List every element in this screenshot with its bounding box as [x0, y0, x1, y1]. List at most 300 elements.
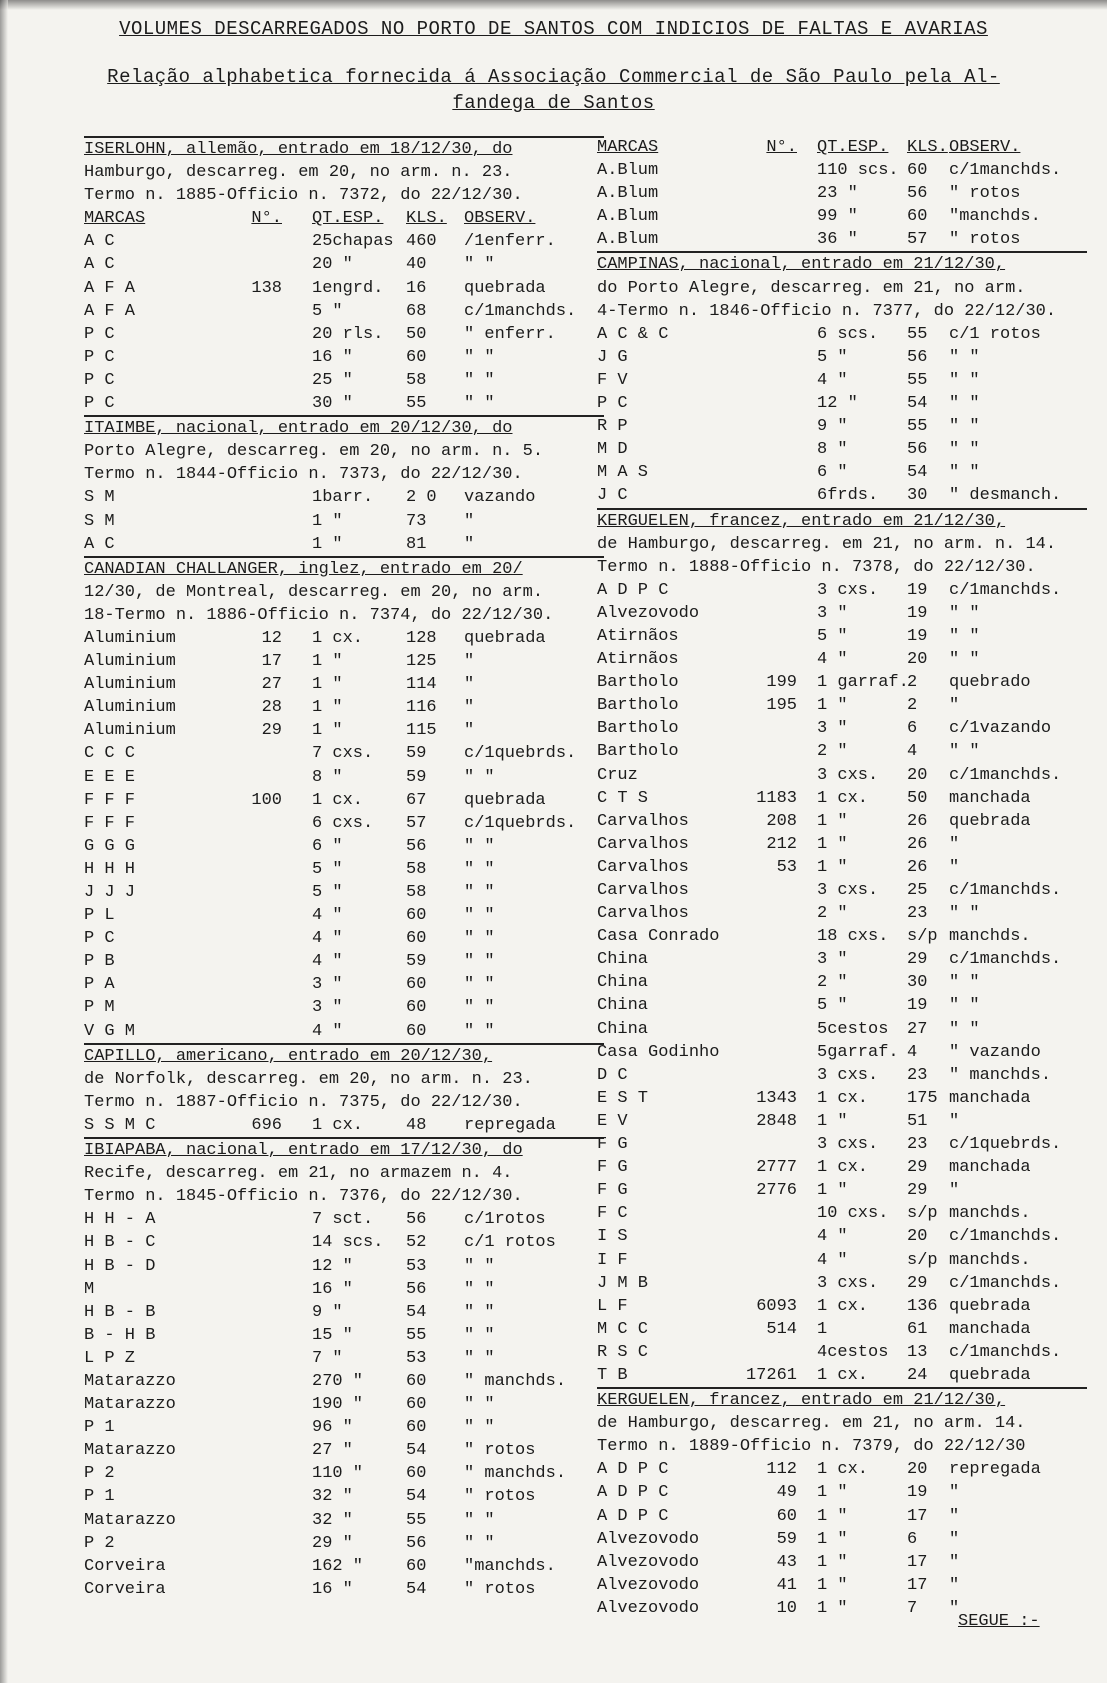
- cell-observation: " ": [949, 347, 980, 367]
- cargo-row: [84, 533, 604, 556]
- cargo-row: [84, 858, 604, 881]
- cell-weight: 55: [406, 1510, 427, 1530]
- scan-edge: [0, 0, 8, 1683]
- cell-marca: F F F: [84, 790, 136, 810]
- cargo-row: [84, 789, 604, 812]
- cell-quantity: 1 cx.: [817, 1158, 869, 1178]
- cell-marca: Carvalhos: [597, 811, 689, 831]
- cell-weight: 48: [406, 1115, 427, 1135]
- cell-marca: B - H B: [84, 1325, 156, 1345]
- cell-observation: ": [464, 698, 475, 718]
- cell-weight: s/p: [907, 927, 938, 947]
- cell-weight: 60: [406, 929, 427, 949]
- cell-marca: I S: [597, 1227, 628, 1247]
- cell-quantity: 5 ": [312, 859, 343, 879]
- cargo-row: [597, 1505, 1087, 1528]
- cargo-row: [597, 1156, 1087, 1179]
- cell-marca: M A S: [597, 463, 649, 483]
- ship-details: Termo n. 1887-Officio n. 7375, do 22/12/30.: [84, 1092, 523, 1112]
- cargo-row: [84, 1416, 604, 1439]
- cell-marca: M: [84, 1279, 95, 1299]
- cell-observation: " vazando: [949, 1042, 1041, 1062]
- cargo-row: [597, 461, 1087, 484]
- cell-observation: manchds.: [949, 1204, 1031, 1224]
- cell-quantity: 4 ": [312, 906, 343, 926]
- cell-weight: 2: [907, 696, 918, 716]
- cell-observation: c/1manchds.: [949, 765, 1062, 785]
- document-subtitle: Relação alphabetica fornecida á Associação Commercial de São Paulo pela Al-: [107, 66, 1000, 88]
- cargo-row: [84, 1393, 604, 1416]
- cell-quantity: 29 ": [312, 1533, 353, 1553]
- cargo-row: [84, 486, 604, 509]
- cell-quantity: 4 ": [312, 952, 343, 972]
- cell-quantity: 4 ": [817, 650, 848, 670]
- cell-quantity: 3 cxs.: [817, 765, 879, 785]
- cell-quantity: 6frds.: [817, 486, 879, 506]
- column-observ: OBSERV.: [464, 209, 536, 229]
- cell-weight: 56: [406, 1279, 427, 1299]
- cell-marca: J G: [597, 347, 628, 367]
- cell-weight: 54: [406, 1487, 427, 1507]
- ship-details: Termo n. 1888-Officio n. 7378, do 22/12/30.: [597, 557, 1036, 577]
- cell-numero: 43: [776, 1552, 797, 1572]
- cell-quantity: 3 cxs.: [817, 1135, 879, 1155]
- cargo-row: [84, 812, 604, 835]
- cell-marca: China: [597, 973, 649, 993]
- cell-observation: quebrada: [949, 1296, 1031, 1316]
- cell-marca: Carvalhos: [597, 834, 689, 854]
- cell-marca: H H H: [84, 859, 136, 879]
- column-kls: KLS.: [406, 209, 447, 229]
- cargo-row: [84, 1231, 604, 1254]
- cell-quantity: 3 ": [817, 719, 848, 739]
- cell-quantity: 7 cxs.: [312, 744, 374, 764]
- cell-weight: 60: [406, 906, 427, 926]
- cell-observation: " rotos: [464, 1487, 536, 1507]
- cell-marca: P A: [84, 975, 115, 995]
- cell-observation: quebrado: [949, 673, 1031, 693]
- cell-quantity: 3 cxs.: [817, 580, 879, 600]
- cell-weight: 4: [907, 1042, 918, 1062]
- cell-weight: 60: [406, 998, 427, 1018]
- cell-marca: Matarazzo: [84, 1441, 176, 1461]
- cargo-row: [597, 369, 1087, 392]
- cell-weight: 60: [406, 1395, 427, 1415]
- cell-weight: 60: [406, 1556, 427, 1576]
- cell-marca: R P: [597, 417, 628, 437]
- cell-quantity: 3 ": [312, 975, 343, 995]
- cell-quantity: 190 ": [312, 1395, 364, 1415]
- cell-marca: S M: [84, 488, 115, 508]
- cell-marca: Alvezovodo: [597, 1575, 700, 1595]
- cargo-row: [84, 1301, 604, 1324]
- cell-numero: 28: [261, 698, 282, 718]
- ship-details: Porto Alegre, descarreg. em 20, no arm. n. 5.: [84, 442, 544, 462]
- cell-observation: " ": [464, 836, 495, 856]
- cell-marca: Cruz: [597, 765, 638, 785]
- cell-weight: 16: [406, 278, 427, 298]
- cargo-row: [597, 1133, 1087, 1156]
- cell-observation: " ": [464, 1395, 495, 1415]
- cell-weight: 20: [907, 1227, 928, 1247]
- ship-details: Termo n. 1845-Officio n. 7376, do 22/12/30.: [84, 1187, 523, 1207]
- cell-marca: J M B: [597, 1273, 649, 1293]
- cell-weight: 23: [907, 904, 928, 924]
- cargo-row: [84, 650, 604, 673]
- cell-marca: China: [597, 950, 649, 970]
- cell-marca: S S M C: [84, 1115, 156, 1135]
- cell-weight: 29: [907, 950, 928, 970]
- cell-marca: A D P C: [597, 1460, 669, 1480]
- cell-observation: " ": [464, 1279, 495, 1299]
- cell-weight: 128: [406, 628, 437, 648]
- cell-marca: Casa Conrado: [597, 927, 720, 947]
- column-numero: N°.: [251, 209, 282, 229]
- cell-observation: ": [464, 675, 475, 695]
- cargo-row: [84, 277, 604, 300]
- cell-marca: P 1: [84, 1487, 115, 1507]
- ship-details: do Porto Alegre, descarreg. em 21, no arm.: [597, 278, 1026, 298]
- cell-observation: " manchds.: [949, 1065, 1052, 1085]
- cell-weight: 17: [907, 1552, 928, 1572]
- cell-marca: Carvalhos: [597, 881, 689, 900]
- cell-weight: 20: [907, 765, 928, 785]
- cell-weight: 54: [406, 1441, 427, 1461]
- cell-marca: P C: [597, 394, 628, 414]
- cell-quantity: 32 ": [312, 1510, 353, 1530]
- cargo-row: [597, 159, 1087, 182]
- cell-marca: L F: [597, 1296, 628, 1316]
- cell-weight: 6: [907, 719, 918, 739]
- cargo-row: [84, 835, 604, 858]
- cell-observation: " ": [464, 1021, 495, 1041]
- cell-quantity: 1 ": [817, 1529, 848, 1549]
- cargo-row: [84, 1255, 604, 1278]
- cell-marca: A F A: [84, 278, 136, 298]
- cargo-row: [597, 1574, 1087, 1597]
- cargo-row: [84, 1509, 604, 1532]
- cell-marca: P C: [84, 394, 115, 414]
- cell-quantity: 270 ": [312, 1371, 364, 1391]
- cargo-row: [597, 1341, 1087, 1364]
- cell-observation: " ": [949, 996, 980, 1016]
- cell-weight: 4: [907, 742, 918, 762]
- cell-weight: 27: [907, 1019, 928, 1039]
- cargo-row: [597, 1041, 1087, 1064]
- cell-observation: vazando: [464, 488, 536, 508]
- cell-weight: 13: [907, 1342, 928, 1362]
- cell-observation: " ": [949, 626, 980, 646]
- cell-quantity: 5 ": [817, 996, 848, 1016]
- cell-marca: F F F: [84, 813, 136, 833]
- cell-marca: A C & C: [597, 324, 669, 344]
- cargo-row: [597, 1249, 1087, 1272]
- cell-quantity: 4 ": [817, 370, 848, 390]
- cell-observation: " ": [464, 1533, 495, 1553]
- ship-name: CANADIAN CHALLANGER, inglez, entrado em 20/: [84, 556, 604, 581]
- cell-observation: ": [949, 1529, 960, 1549]
- cell-marca: C C C: [84, 744, 136, 764]
- cargo-row: [84, 950, 604, 973]
- cell-observation: quebrada: [464, 628, 546, 648]
- cargo-row: [84, 1020, 604, 1043]
- cell-marca: P C: [84, 324, 115, 344]
- cell-quantity: 1 ": [817, 1181, 848, 1201]
- cell-weight: 55: [406, 1325, 427, 1345]
- cell-observation: c/1manchds.: [949, 580, 1062, 600]
- cell-quantity: 1 cx.: [817, 788, 869, 808]
- cell-weight: 58: [406, 883, 427, 902]
- cell-quantity: 96 ": [312, 1418, 353, 1438]
- cell-observation: " ": [464, 929, 495, 949]
- cell-quantity: 3 ": [312, 998, 343, 1018]
- cell-numero: 60: [776, 1506, 797, 1526]
- cell-quantity: 6 ": [312, 836, 343, 856]
- cell-numero: 138: [251, 278, 282, 298]
- right-column: [597, 136, 1087, 1620]
- cell-weight: 68: [406, 301, 427, 321]
- cell-weight: 19: [907, 580, 928, 600]
- cell-weight: s/p: [907, 1250, 938, 1270]
- cell-observation: " ": [464, 998, 495, 1018]
- cell-quantity: 1: [817, 1319, 828, 1339]
- cell-weight: 50: [406, 324, 427, 344]
- cargo-row: [84, 323, 604, 346]
- cell-observation: " desmanch.: [949, 486, 1062, 506]
- cell-quantity: 20 rls.: [312, 324, 384, 344]
- cell-observation: c/1 rotos: [464, 1233, 556, 1253]
- cell-weight: 115: [406, 721, 437, 741]
- cell-observation: c/1manchds.: [949, 161, 1062, 181]
- cell-marca: A.Blum: [597, 184, 659, 204]
- cell-quantity: 1 ": [817, 1575, 848, 1595]
- cell-observation: " ": [464, 767, 495, 787]
- cell-observation: quebrada: [464, 790, 546, 810]
- left-column: [84, 136, 604, 1601]
- cell-marca: J C: [597, 486, 628, 506]
- cell-marca: Casa Godinho: [597, 1042, 720, 1062]
- cell-quantity: 8 ": [817, 440, 848, 460]
- cell-quantity: 5 ": [312, 301, 343, 321]
- cell-quantity: 3 cxs.: [817, 1065, 879, 1085]
- cargo-row: [84, 766, 604, 789]
- cell-marca: Matarazzo: [84, 1510, 176, 1530]
- cell-weight: 7: [907, 1598, 918, 1618]
- cell-quantity: 25 ": [312, 370, 353, 390]
- ship-details: 4-Termo n. 1846-Officio n. 7377, do 22/12/30.: [597, 301, 1057, 321]
- cell-weight: 26: [907, 811, 928, 831]
- cell-marca: D C: [597, 1065, 628, 1085]
- cell-quantity: 4 ": [817, 1250, 848, 1270]
- cell-numero: 27: [261, 675, 282, 695]
- ship-name: KERGUELEN, francez, entrado em 21/12/30,: [597, 1387, 1087, 1412]
- cargo-row: [597, 787, 1087, 810]
- cargo-row: [597, 994, 1087, 1017]
- cell-weight: 81: [406, 534, 427, 554]
- cargo-row: [84, 881, 604, 904]
- ship-details: Hamburgo, descarreg. em 20, no arm. n. 23.: [84, 163, 513, 183]
- cell-quantity: 1 cx.: [312, 790, 364, 810]
- cargo-row: [597, 971, 1087, 994]
- cell-weight: 125: [406, 652, 437, 672]
- cell-weight: 20: [907, 650, 928, 670]
- cell-weight: 57: [406, 813, 427, 833]
- cell-numero: 100: [251, 790, 282, 810]
- cell-weight: 58: [406, 370, 427, 390]
- cargo-row: [597, 346, 1087, 369]
- cell-observation: c/1manchds.: [464, 301, 577, 321]
- cell-marca: M D: [597, 440, 628, 460]
- cell-observation: c/1manchds.: [949, 881, 1062, 900]
- column-marcas: MARCAS: [84, 209, 146, 229]
- cell-observation: " ": [464, 347, 495, 367]
- cargo-row: [597, 625, 1087, 648]
- cell-observation: " ": [464, 975, 495, 995]
- ship-details: Termo n. 1889-Officio n. 7379, do 22/12/30: [597, 1437, 1026, 1457]
- column-observ: OBSERV.: [949, 138, 1021, 157]
- cell-observation: " ": [464, 370, 495, 390]
- cell-observation: quebrada: [949, 811, 1031, 831]
- cell-observation: " ": [464, 394, 495, 414]
- cell-quantity: 5 ": [817, 347, 848, 367]
- cargo-row: [84, 1370, 604, 1393]
- cell-marca: F V: [597, 370, 628, 390]
- cell-observation: quebrada: [464, 278, 546, 298]
- cargo-row: [597, 925, 1087, 948]
- cell-quantity: 30 ": [312, 394, 353, 414]
- cell-weight: 26: [907, 834, 928, 854]
- cell-quantity: 1 cx.: [817, 1088, 869, 1108]
- ship-name: ITAIMBE, nacional, entrado em 20/12/30, do: [84, 415, 604, 440]
- cell-weight: 19: [907, 1483, 928, 1503]
- cell-observation: c/1manchds.: [949, 1273, 1062, 1293]
- cell-marca: P C: [84, 929, 115, 949]
- cell-marca: Matarazzo: [84, 1371, 176, 1391]
- cell-observation: ": [949, 1598, 960, 1618]
- cargo-row: [84, 1578, 604, 1601]
- ship-details: Termo n. 1885-Officio n. 7372, do 22/12/30.: [84, 186, 523, 206]
- cargo-row: [597, 764, 1087, 787]
- cell-quantity: 1 ": [817, 834, 848, 854]
- cell-observation: quebrada: [949, 1365, 1031, 1385]
- cargo-row: [597, 1225, 1087, 1248]
- cell-observation: ": [949, 1575, 960, 1595]
- cell-quantity: 25chapas: [312, 232, 394, 252]
- cell-weight: 23: [907, 1135, 928, 1155]
- cell-observation: " ": [949, 394, 980, 414]
- cell-observation: c/1quebrds.: [464, 813, 577, 833]
- cell-weight: 114: [406, 675, 437, 695]
- cell-weight: 30: [907, 973, 928, 993]
- cell-marca: P C: [84, 347, 115, 367]
- cell-marca: China: [597, 996, 649, 1016]
- cargo-row: [597, 1272, 1087, 1295]
- cell-marca: R S C: [597, 1342, 649, 1362]
- cell-marca: Alvezovodo: [597, 603, 700, 623]
- cargo-row: [84, 253, 604, 276]
- cell-marca: A C: [84, 534, 115, 554]
- cell-weight: 17: [907, 1575, 928, 1595]
- cell-observation: " ": [464, 952, 495, 972]
- cell-quantity: 1 cx.: [817, 1460, 869, 1480]
- cell-quantity: 4 ": [312, 1021, 343, 1041]
- continuation-note: SEGUE :-: [958, 1612, 1040, 1631]
- cell-quantity: 1 ": [312, 534, 343, 554]
- cell-observation: c/1quebrds.: [464, 744, 577, 764]
- cargo-row: [597, 484, 1087, 507]
- cell-marca: T B: [597, 1365, 628, 1385]
- cargo-row: [84, 1114, 604, 1137]
- cell-weight: 17: [907, 1506, 928, 1526]
- cargo-row: [597, 438, 1087, 461]
- cell-marca: V G M: [84, 1021, 136, 1041]
- cargo-row: [84, 1555, 604, 1578]
- ship-name: CAPILLO, americano, entrado em 20/12/30,: [84, 1043, 604, 1068]
- cell-weight: 24: [907, 1365, 928, 1385]
- cargo-row: [84, 392, 604, 415]
- cell-numero: 17: [261, 652, 282, 672]
- cargo-row: [84, 1208, 604, 1231]
- cargo-row: [597, 1179, 1087, 1202]
- cell-observation: manchada: [949, 1088, 1031, 1108]
- cargo-row: [597, 415, 1087, 438]
- cell-observation: "manchds.: [464, 1556, 556, 1576]
- cell-quantity: 12 ": [817, 394, 858, 414]
- cell-marca: F C: [597, 1204, 628, 1224]
- ship-details: Termo n. 1844-Officio n. 7373, do 22/12/30.: [84, 465, 523, 485]
- cell-weight: 60: [406, 1464, 427, 1484]
- cell-marca: Bartholo: [597, 719, 679, 739]
- cell-weight: 2 0: [406, 488, 437, 508]
- cell-marca: A D P C: [597, 1483, 669, 1503]
- cargo-row: [84, 510, 604, 533]
- cell-observation: manchada: [949, 788, 1031, 808]
- cargo-row: [597, 1481, 1087, 1504]
- cell-quantity: 32 ": [312, 1487, 353, 1507]
- cell-observation: " ": [949, 440, 980, 460]
- cell-numero: 696: [251, 1115, 282, 1135]
- cell-marca: J J J: [84, 883, 136, 902]
- cell-marca: Bartholo: [597, 673, 679, 693]
- cell-quantity: 1 ": [817, 1506, 848, 1526]
- column-marcas: MARCAS: [597, 138, 659, 157]
- cell-numero: 12: [261, 628, 282, 648]
- cargo-row: [84, 904, 604, 927]
- cell-observation: ": [949, 857, 960, 877]
- cell-quantity: 27 ": [312, 1441, 353, 1461]
- cargo-row: [84, 696, 604, 719]
- cell-quantity: 1 ": [817, 1598, 848, 1618]
- cell-quantity: 23 ": [817, 184, 858, 204]
- cargo-row: [597, 323, 1087, 346]
- cell-observation: " ": [464, 1302, 495, 1322]
- cell-weight: 54: [907, 394, 928, 414]
- cell-observation: repregada: [464, 1115, 556, 1135]
- cargo-row: [597, 717, 1087, 740]
- cell-weight: 52: [406, 1233, 427, 1253]
- cell-numero: 195: [766, 696, 797, 716]
- cell-numero: 1183: [756, 788, 797, 808]
- cell-weight: 61: [907, 1319, 928, 1339]
- cell-weight: 59: [406, 767, 427, 787]
- cell-observation: manchds.: [949, 927, 1031, 947]
- cell-marca: Matarazzo: [84, 1395, 176, 1415]
- document-title: VOLUMES DESCARREGADOS NO PORTO DE SANTOS COM INDICIOS DE FALTAS E AVARIAS: [119, 18, 988, 40]
- cell-observation: ": [464, 721, 475, 741]
- cell-weight: 40: [406, 255, 427, 275]
- cell-quantity: 2 ": [817, 742, 848, 762]
- cargo-row: [597, 1528, 1087, 1551]
